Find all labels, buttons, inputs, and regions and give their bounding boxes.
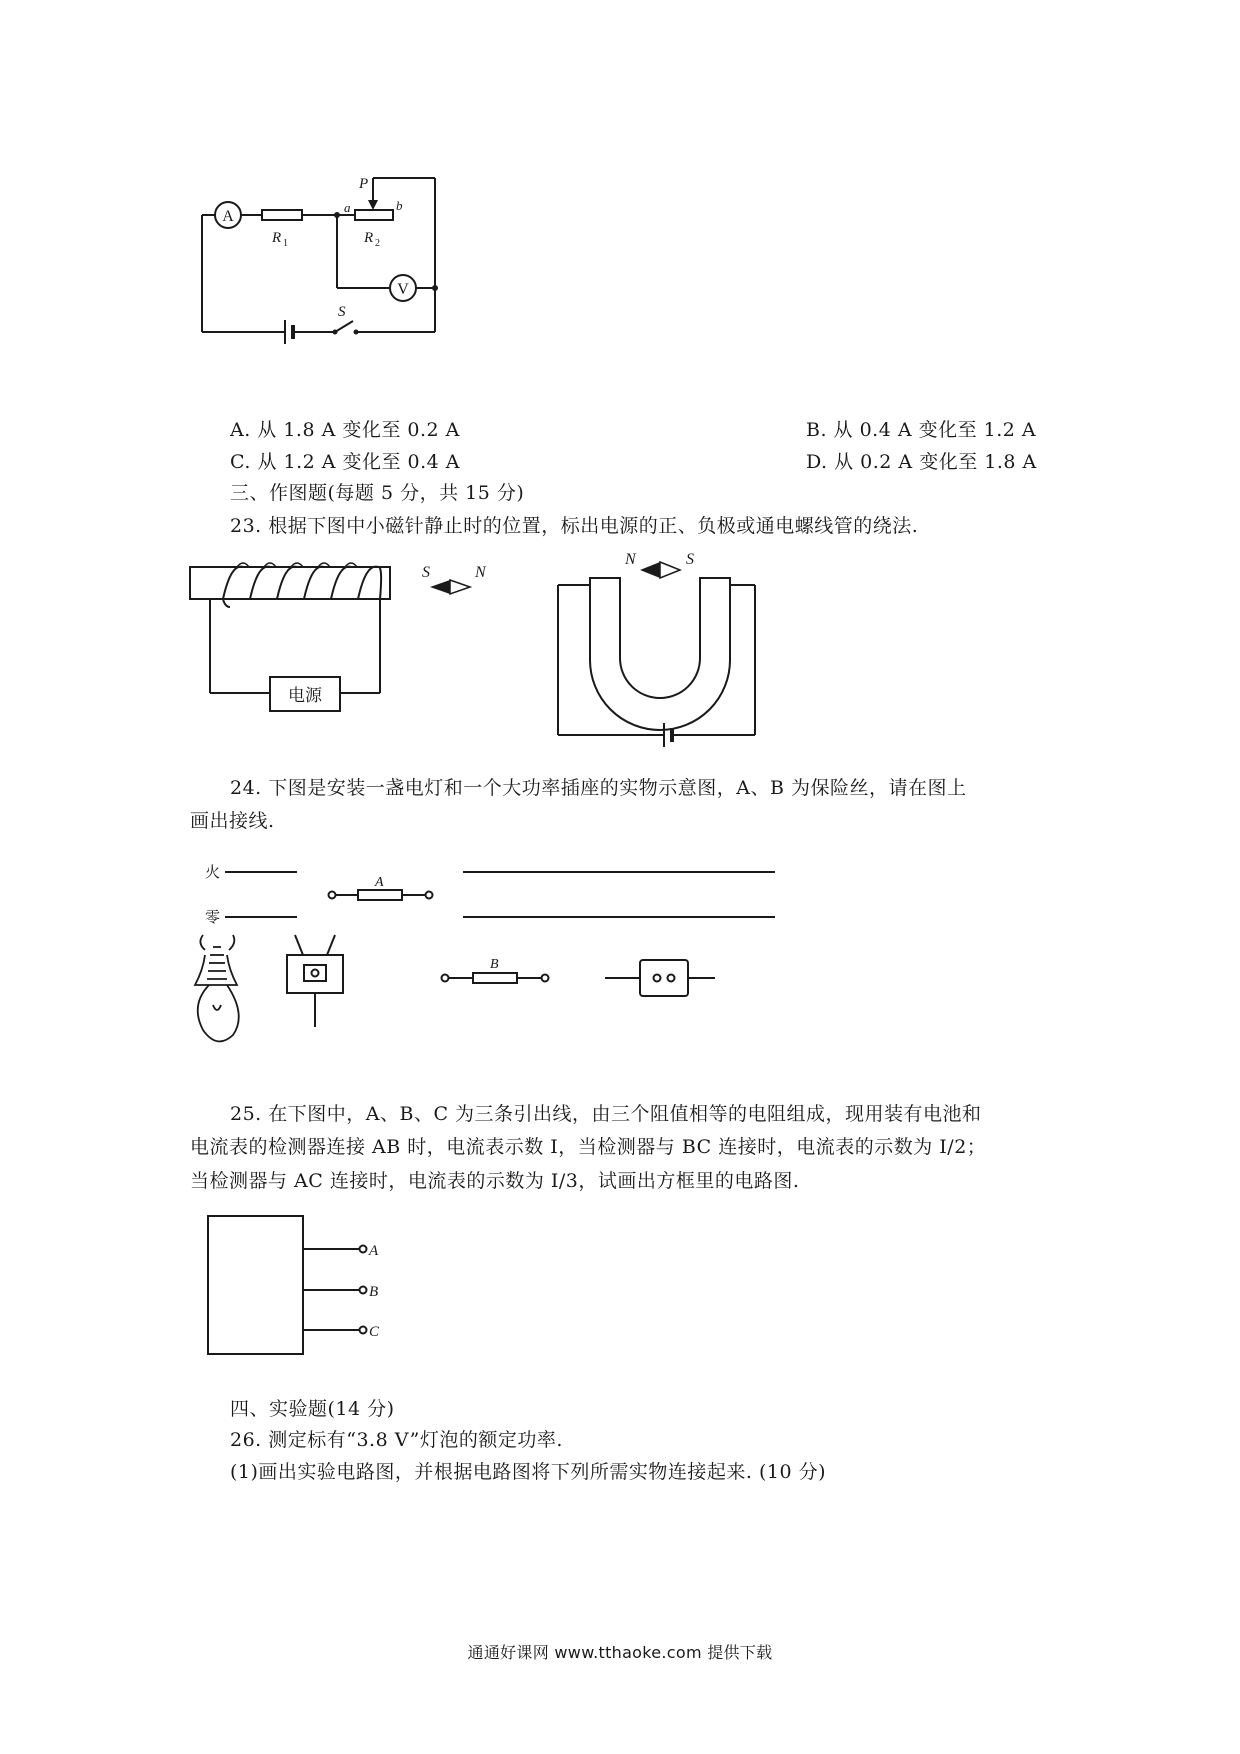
q23-solenoid-figure [185,555,515,725]
ammeter-label: A [222,208,234,225]
q25-text-line3: 当检测器与 AC 连接时，电流表的示数为 I/3，试画出方框里的电路图. [190,1170,800,1192]
fuse-a [329,890,433,900]
r1-label: R [272,230,282,246]
page-footer: 通通好课网 www.tthaoke.com 提供下载 [467,1643,773,1662]
section3-heading: 三、作图题(每题 5 分，共 15 分) [230,482,525,504]
q23-u-magnet-figure [550,540,770,750]
neutral-wire-label: 零 [205,908,221,926]
r1-subscript: 1 [283,238,288,249]
section4-heading: 四、实验题(14 分) [230,1398,395,1420]
q24-text-line2: 画出接线. [190,810,275,832]
terminal-a-label: A [369,1243,379,1259]
q25-black-box-figure [200,1210,400,1360]
needle-n-label: N [475,564,486,581]
q25-text-line1: 25. 在下图中，A、B、C 为三条引出线，由三个阻值相等的电阻组成，现用装有电池和 [230,1103,982,1125]
q22-circuit-figure [190,170,450,380]
q22-option-c: C. 从 1.2 A 变化至 0.4 A [230,451,461,473]
end-a-label: a [344,200,351,215]
power-socket-icon [605,960,715,996]
terminal-c-label: C [369,1324,380,1340]
switch-label: S [338,304,346,320]
q23-text: 23. 根据下图中小磁针静止时的位置，标出电源的正、负极或通电螺线管的绕法. [230,515,919,537]
fuse-a-label: A [375,875,384,890]
needle-s-label: S [686,551,694,568]
voltmeter-label: V [397,281,409,298]
q25-text-line2: 电流表的检测器连接 AB 时，电流表示数 I，当检测器与 BC 连接时，电流表的示数为 I/2； [190,1136,987,1158]
fuse-b-label: B [490,957,499,972]
r2-subscript: 2 [375,238,380,249]
q22-option-b: B. 从 0.4 A 变化至 1.2 A [806,419,1037,441]
terminal-c [360,1327,367,1334]
q26-subquestion-1: (1)画出实验电路图，并根据电路图将下列所需实物连接起来. (10 分) [230,1461,827,1483]
compass-needle-icon [430,580,450,594]
r2-label: R [364,230,374,246]
rheostat-r2 [355,210,393,220]
live-wire-label: 火 [205,863,221,881]
needle-n-label: N [625,551,636,568]
slider-label: P [359,176,369,192]
wall-switch-icon [287,935,343,1027]
terminal-b-label: B [369,1284,379,1300]
compass-needle-icon [640,562,660,578]
q26-text: 26. 测定标有“3.8 V”灯泡的额定功率. [230,1429,563,1451]
u-magnet [590,578,730,730]
q24-wiring-figure [185,855,785,1070]
q22-option-a: A. 从 1.8 A 变化至 0.2 A [230,419,460,441]
q24-text-line1: 24. 下图是安装一盏电灯和一个大功率插座的实物示意图，A、B 为保险丝，请在图上 [230,777,967,799]
power-source-label: 电源 [288,686,322,706]
needle-s-label: S [422,564,430,581]
terminal-a [360,1246,367,1253]
end-b-label: b [396,198,403,213]
fuse-b [442,973,549,983]
black-box [208,1216,303,1354]
light-bulb-icon [195,935,239,1041]
q22-option-d: D. 从 0.2 A 变化至 1.8 A [806,451,1037,473]
resistor-r1 [262,210,302,220]
terminal-b [360,1287,367,1294]
